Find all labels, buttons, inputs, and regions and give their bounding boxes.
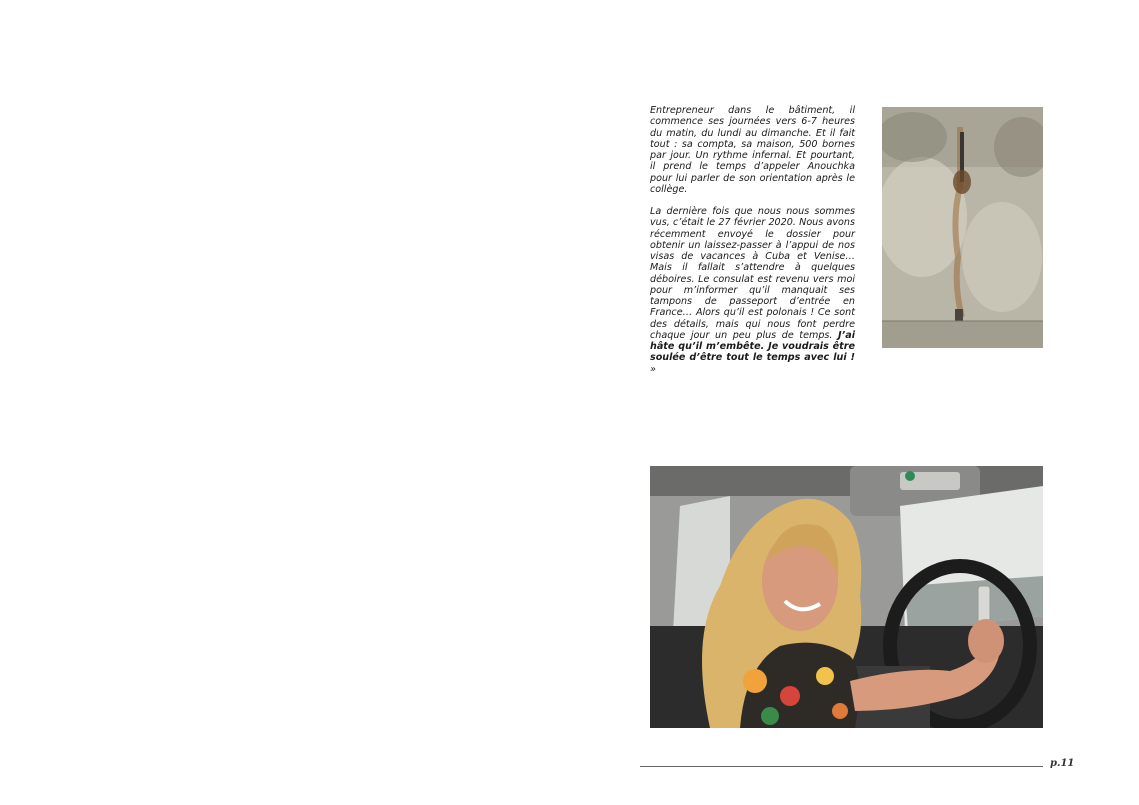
bold-quote: J’ai hâte qu’il m’embête. Je voudrais être soulée d’être tout le temps avec lui ! <box>650 329 855 364</box>
woman-in-car-photo <box>650 466 1043 728</box>
text-column-3 <box>650 105 855 386</box>
page-number: p.11 <box>1050 758 1075 769</box>
weathered-wall-photo <box>882 107 1043 348</box>
paragraph: Entrepreneur dans le bâtiment, il commence ses journées vers 6-7 heures du matin, du lundi au dimanche. Et il fait tout : sa compta, sa maison, 500 bornes par jour. Un rythme infernal. Et pourtant, il prend le temps d’appeler Anouchka pour lui parler de son orientation après le collège. <box>650 105 855 195</box>
footer-rule <box>640 766 1043 767</box>
paragraph: La dernière fois que nous nous sommes vus, c’était le 27 février 2020. Nous avons récemment envoyé le dossier pour obtenir un laissez-passer à l’appui de nos visas de vacances à Cuba et Venise… Mais il fallait s’attendre à quelques déboires. Le consulat est revenu vers moi pour m’informer qu’il manquait ses tampons de passeport d’entrée en France… Alors qu’il est polonais ! Ce sont des détails, mais qui nous font perdre chaque jour un peu plus de temps. J’ai hâte qu’il m’embête. Je voudrais être soulée d’être tout le temps avec lui ! » <box>650 206 855 375</box>
